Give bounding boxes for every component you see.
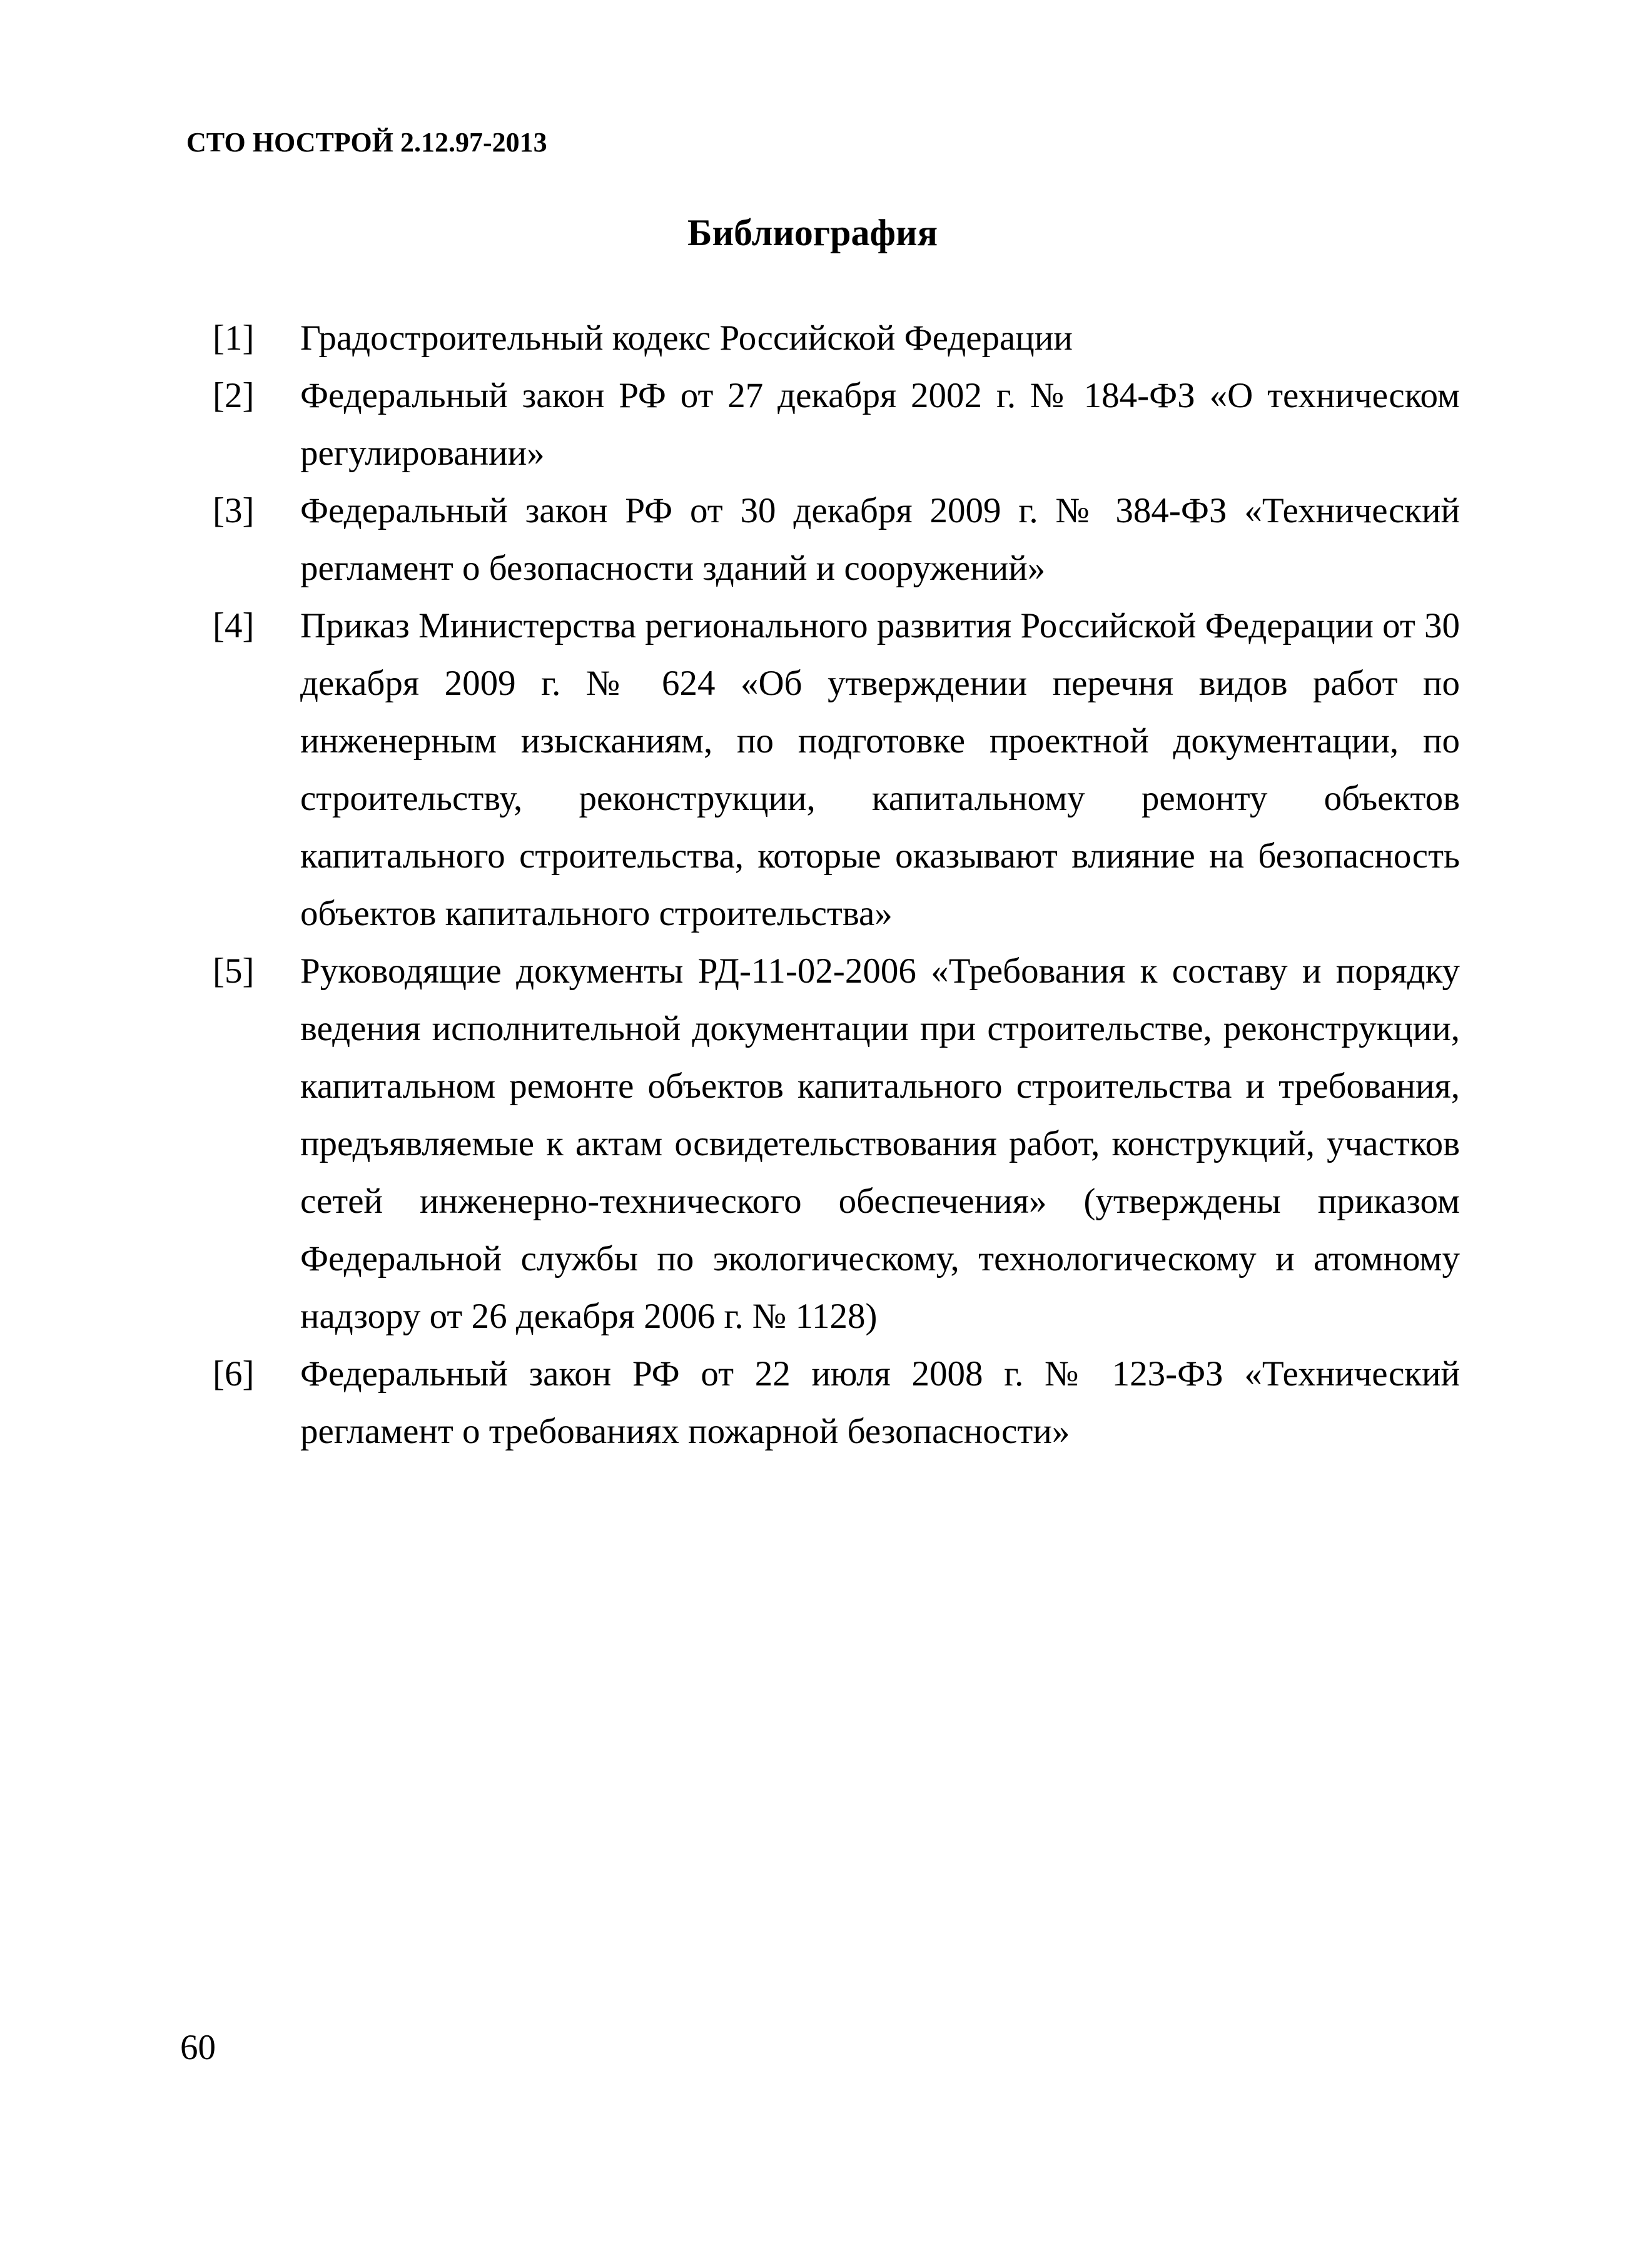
bibliography-entry-1 [213, 310, 1460, 367]
bibliography-entry-text: Федеральный закон РФ от 22 июля 2008 г. № 123-ФЗ «Технический регламент о требованиях пожарной безопасности» [300, 1354, 1460, 1451]
bibliography-entry-3 [213, 482, 1460, 597]
bibliography-entry-5 [213, 943, 1460, 1345]
bibliography-entry-number: [4] [213, 606, 255, 645]
bibliography-entry-6 [213, 1345, 1460, 1461]
bibliography-entry-number: [1] [213, 318, 255, 358]
bibliography-entry-number: [3] [213, 491, 255, 530]
bibliography-entry-number: [5] [213, 951, 255, 991]
document-code-header: СТО НОСТРОЙ 2.12.97-2013 [186, 127, 547, 158]
page-title: Библиография [687, 212, 938, 253]
bibliography-entry-text: Федеральный закон РФ от 27 декабря 2002 г. № 184-ФЗ «О техническом регулировании» [300, 376, 1460, 473]
bibliography-entry-text: Градостроительный кодекс Российской Федерации [300, 318, 1073, 358]
bibliography-entry-number: [6] [213, 1354, 255, 1394]
bibliography-entry-text: Приказ Министерства регионального развития Российской Федерации от 30 декабря 2009 г. № 624 «Об утверждении перечня видов работ по инженерным изысканиям, по подготовке проектной документации, по строительству, реконструкции, капитальному ремонту объектов капитального строительства, которые оказывают влияние на безопасность объектов капитального строительства» [300, 606, 1460, 933]
page-number: 60 [180, 2028, 216, 2067]
bibliography-entry-text: Руководящие документы РД-11-02-2006 «Требования к составу и порядку ведения исполнительной документации при строительстве, реконструкции, капитальном ремонте объектов капитального строительства и требования, предъявляемые к актам освидетельствования работ, конструкций, участков сетей инженерно-технического обеспечения» (утверждены приказом Федеральной службы по экологическому, технологическому и атомному надзору от 26 декабря 2006 г. № 1128) [300, 951, 1460, 1336]
bibliography-entry-4 [213, 597, 1460, 943]
bibliography-entry-text: Федеральный закон РФ от 30 декабря 2009 г. № 384-ФЗ «Технический регламент о безопасности зданий и сооружений» [300, 491, 1460, 588]
bibliography-entry-number: [2] [213, 376, 255, 415]
bibliography-list [213, 310, 1460, 1461]
bibliography-entry-2 [213, 367, 1460, 482]
